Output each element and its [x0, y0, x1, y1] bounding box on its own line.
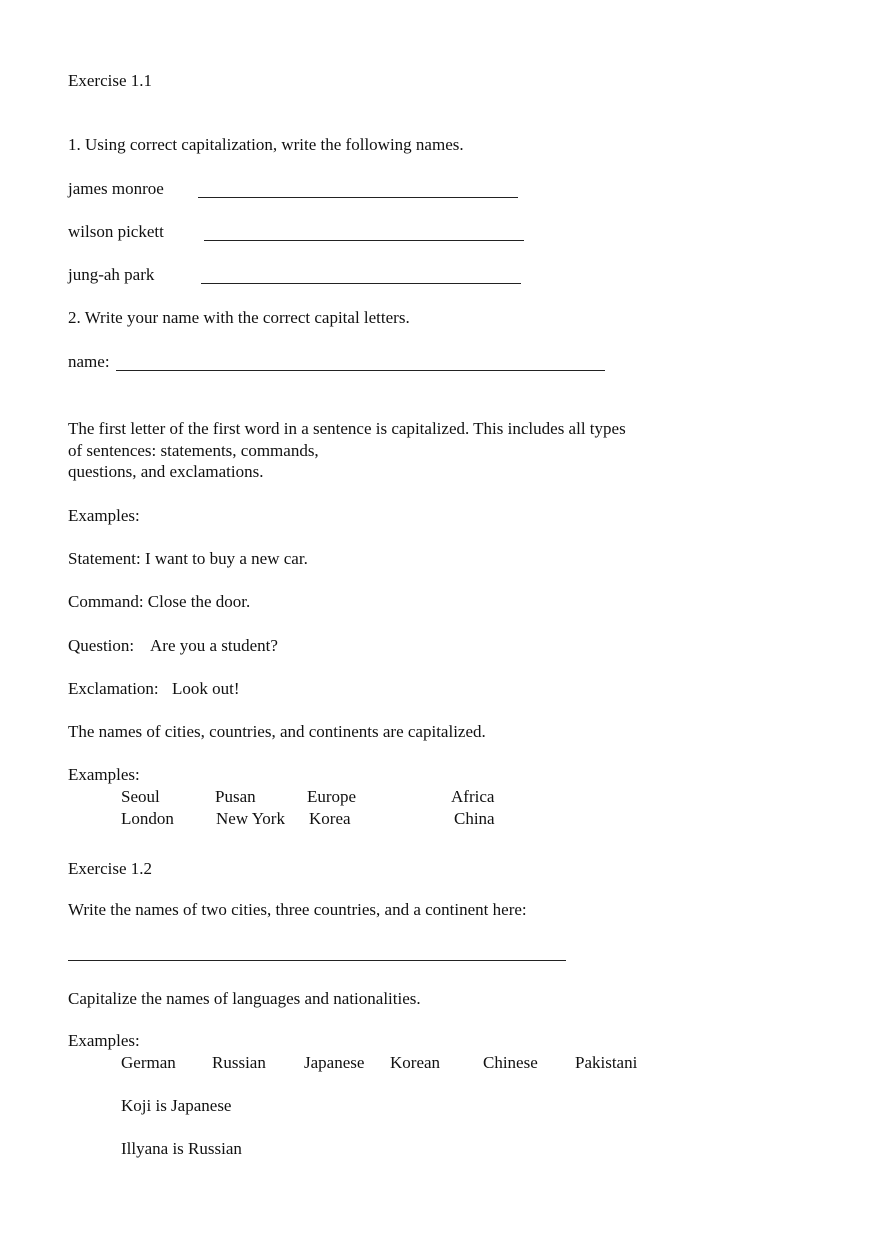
language-pakistani: Pakistani [575, 1053, 638, 1072]
exercise-1-2-instruction: Write the names of two cities, three countries, and a continent here: [68, 900, 527, 919]
question-example-text: Are you a student? [150, 636, 278, 655]
place-country-china: China [454, 809, 495, 828]
exercise-1-1-heading: Exercise 1.1 [68, 71, 153, 90]
question-2-text: 2. Write your name with the correct capital letters. [68, 308, 410, 327]
command-example: Command: Close the door. [68, 592, 251, 611]
place-country-korea: Korea [309, 809, 351, 828]
language-chinese: Chinese [483, 1053, 538, 1072]
language-example-illyana: Illyana is Russian [121, 1139, 242, 1158]
place-continent-africa: Africa [451, 787, 495, 806]
statement-example: Statement: I want to buy a new car. [68, 549, 308, 568]
sentence-rule-line-1: The first letter of the first word in a sentence is capitalized. This includes all types [68, 419, 626, 438]
answer-blank-jung-ah-park[interactable] [201, 283, 521, 284]
name-prompt-james-monroe: james monroe [68, 179, 164, 198]
language-korean: Korean [390, 1053, 441, 1072]
exclamation-example-label: Exclamation: [68, 679, 159, 698]
place-city-london: London [121, 809, 174, 828]
exercise-1-2-answer-blank[interactable] [68, 960, 566, 961]
sentence-rule-line-3: questions, and exclamations. [68, 462, 264, 481]
place-city-pusan: Pusan [215, 787, 256, 806]
question-example-label: Question: [68, 636, 135, 655]
languages-rule: Capitalize the names of languages and nationalities. [68, 989, 421, 1008]
language-japanese: Japanese [304, 1053, 365, 1072]
language-german: German [121, 1053, 176, 1072]
your-name-blank[interactable] [116, 370, 605, 371]
question-1-text: 1. Using correct capitalization, write the following names. [68, 135, 464, 154]
answer-blank-james-monroe[interactable] [198, 197, 518, 198]
answer-blank-wilson-pickett[interactable] [204, 240, 524, 241]
place-city-new-york: New York [216, 809, 285, 828]
exclamation-example-text: Look out! [172, 679, 240, 698]
place-continent-europe: Europe [307, 787, 357, 806]
name-prompt-jung-ah-park: jung-ah park [68, 265, 155, 284]
your-name-label: name: [68, 352, 110, 371]
exercise-1-2-heading: Exercise 1.2 [68, 859, 153, 878]
places-examples-label: Examples: [68, 765, 140, 784]
languages-examples-label: Examples: [68, 1031, 140, 1050]
name-prompt-wilson-pickett: wilson pickett [68, 222, 164, 241]
place-city-seoul: Seoul [121, 787, 160, 806]
sentence-examples-label: Examples: [68, 506, 140, 525]
language-example-koji: Koji is Japanese [121, 1096, 232, 1115]
sentence-rule-line-2: of sentences: statements, commands, [68, 441, 319, 460]
language-russian: Russian [212, 1053, 266, 1072]
places-rule: The names of cities, countries, and continents are capitalized. [68, 722, 486, 741]
